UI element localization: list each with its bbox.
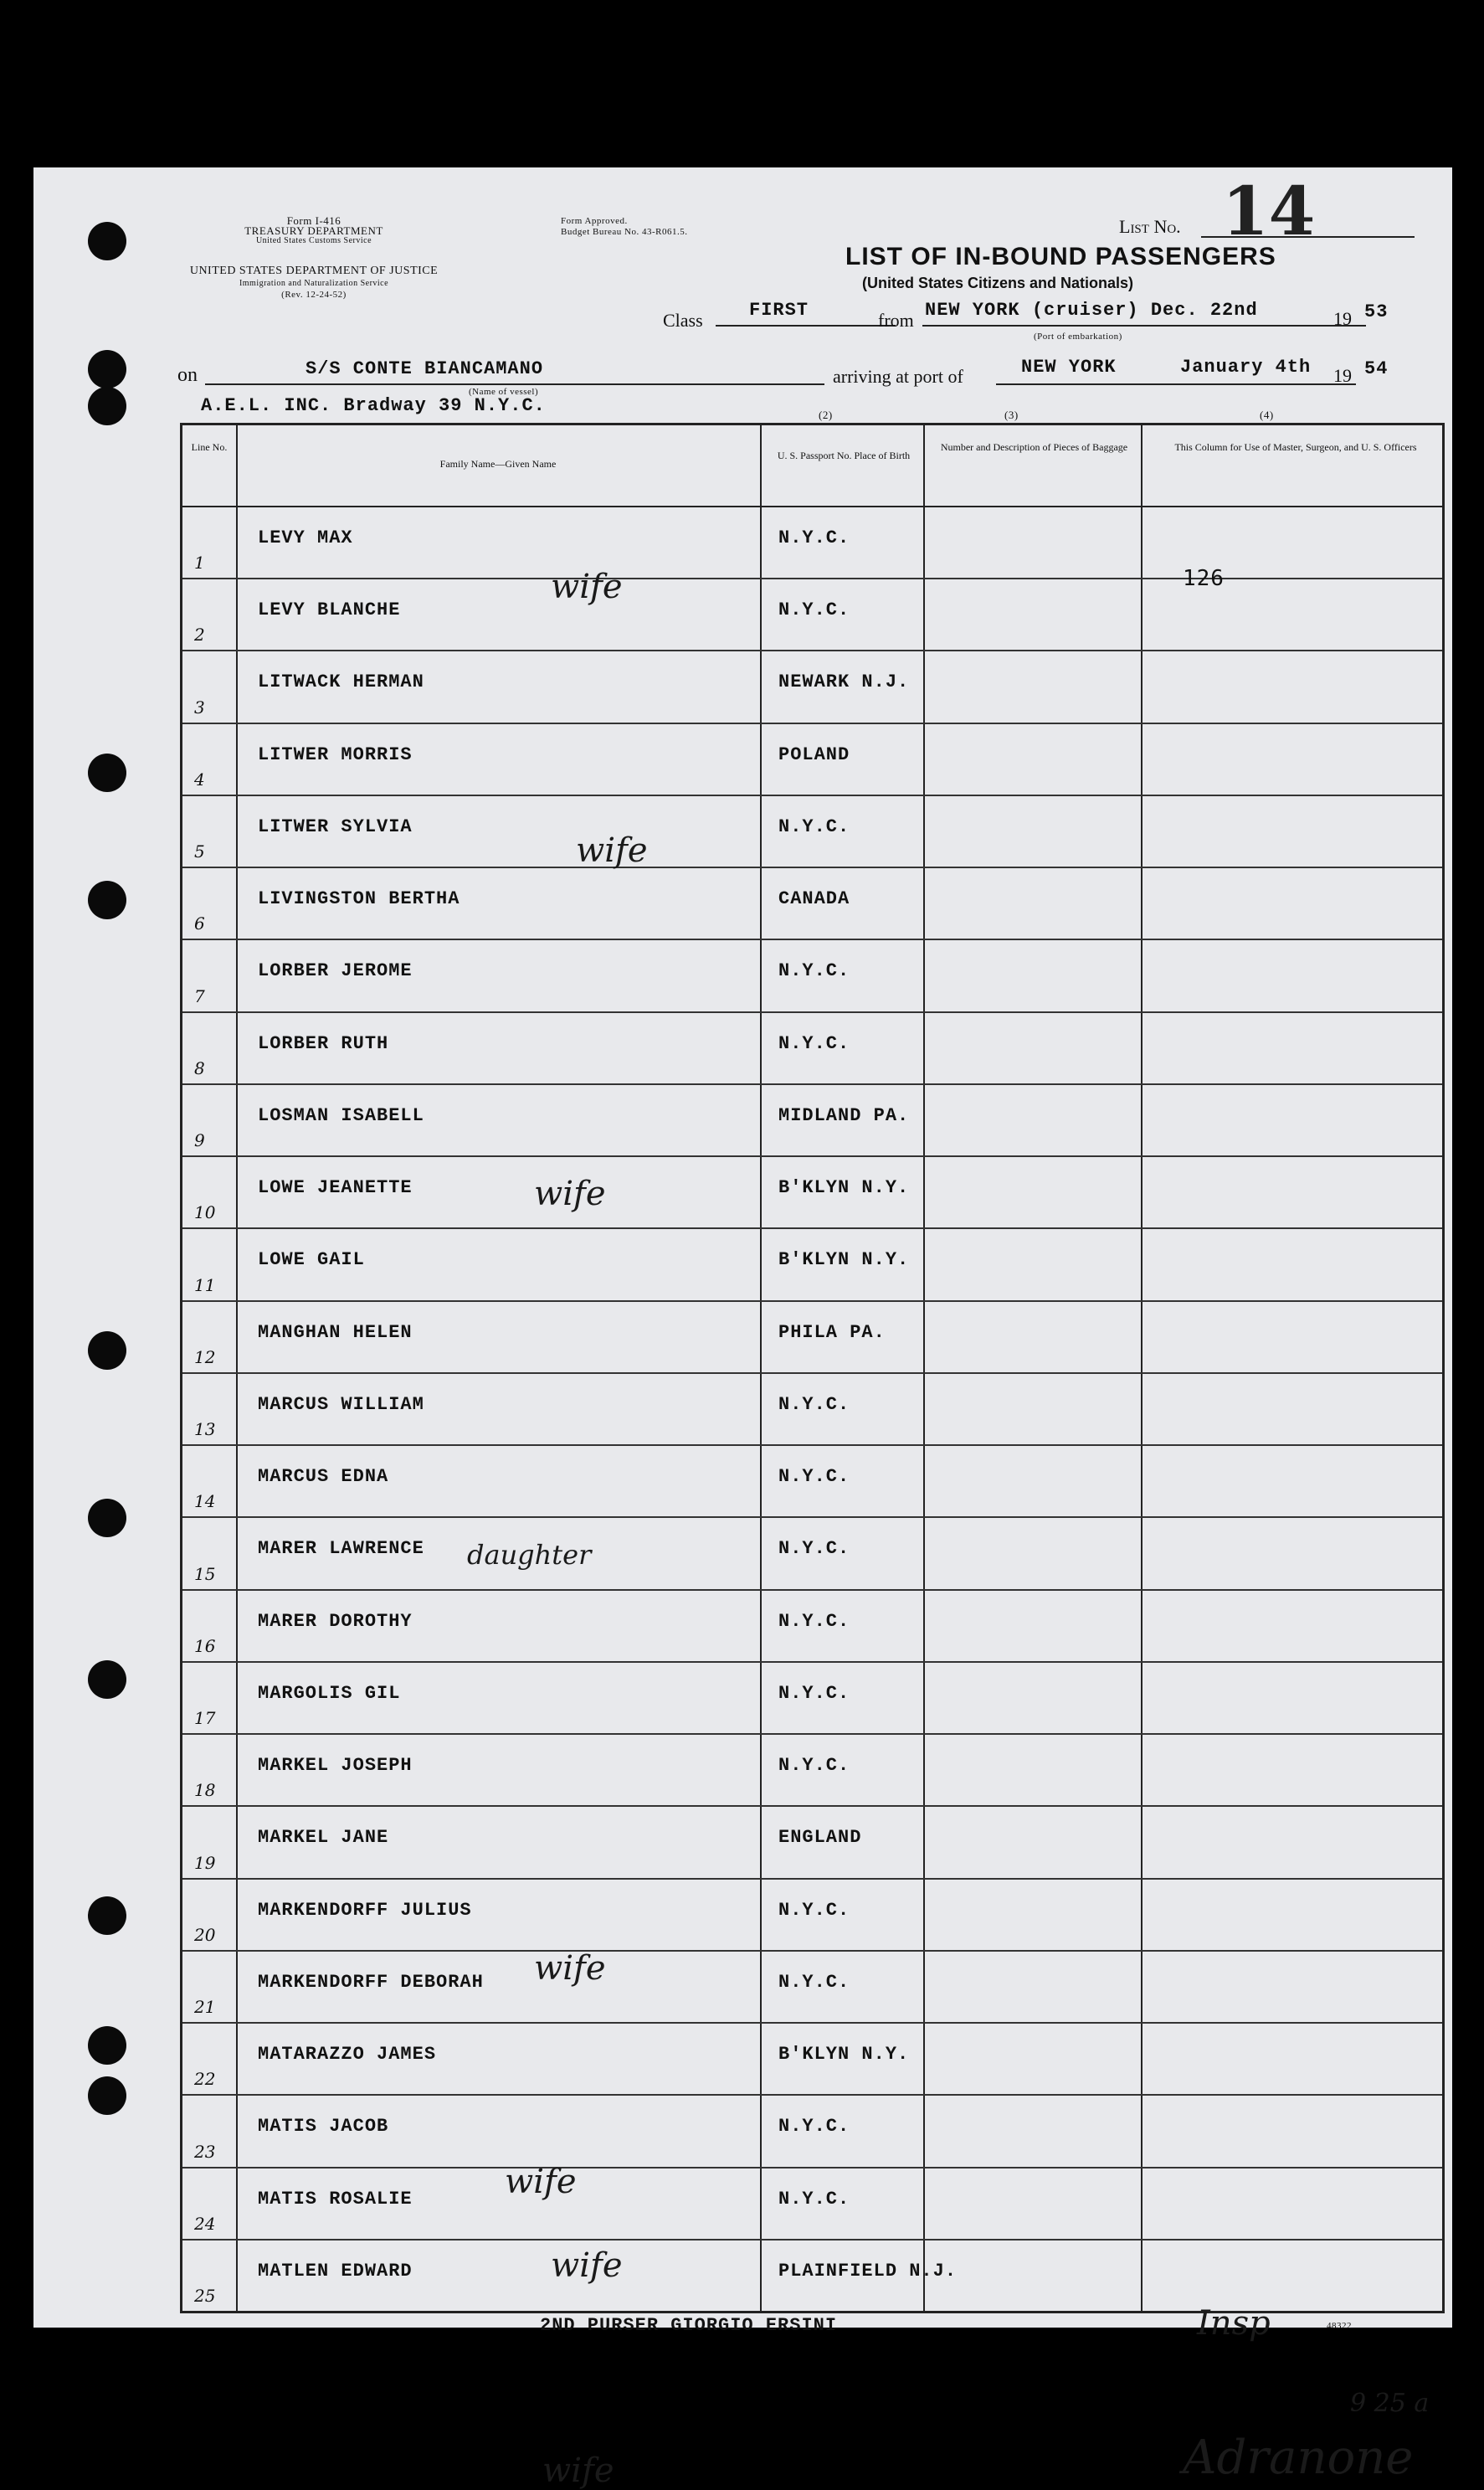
table-body <box>182 506 1442 2311</box>
passenger-name: MANGHAN HELEN <box>258 1321 413 1343</box>
handwriting-wife: wife <box>576 831 648 870</box>
table-row <box>182 1227 1442 1301</box>
document-sheet <box>33 167 1452 2490</box>
line-number: 11 <box>194 1274 216 1295</box>
line-number: 24 <box>194 2213 216 2234</box>
vessel-note: (Name of vessel) <box>469 387 539 397</box>
birth-place: N.Y.C. <box>778 1899 850 1921</box>
line-number: 14 <box>194 1491 216 1512</box>
passenger-name: LIVINGSTON BERTHA <box>258 888 460 910</box>
from-value: NEW YORK (cruiser) Dec. 22nd <box>925 300 1258 321</box>
passenger-name: MARKEL JOSEPH <box>258 1755 413 1777</box>
line-number: 19 <box>194 1852 216 1873</box>
passenger-name: LEVY MAX <box>258 527 353 548</box>
table-row <box>182 1661 1442 1735</box>
birth-place: B'KLYN N.Y. <box>778 2044 910 2066</box>
birth-place: ENGLAND <box>778 1827 862 1849</box>
handwriting-wife: wife <box>505 2163 577 2201</box>
table-row <box>182 1444 1442 1518</box>
birth-place: N.Y.C. <box>778 1755 850 1777</box>
table-row <box>182 723 1442 796</box>
table-row <box>182 2094 1442 2168</box>
table-row <box>182 506 1442 579</box>
line-number: 2 <box>194 625 205 646</box>
table-row <box>182 1950 1442 2024</box>
birth-place: N.Y.C. <box>778 1610 850 1632</box>
line-number: 8 <box>194 1057 205 1078</box>
ins-service: Immigration and Naturalization Service <box>239 279 389 288</box>
table-row <box>182 1011 1442 1085</box>
port-embark-note: (Port of embarkation) <box>1034 332 1122 342</box>
list-number: 14 <box>1222 172 1316 250</box>
table-row <box>182 2167 1442 2240</box>
arrival-date: January 4th <box>1180 357 1312 378</box>
table-row <box>182 939 1442 1012</box>
table-row <box>182 1516 1442 1590</box>
passenger-name: MARER DOROTHY <box>258 1610 413 1632</box>
table-row <box>182 578 1442 651</box>
table-row <box>182 1805 1442 1879</box>
line-number: 20 <box>194 1924 216 1945</box>
table-row <box>182 1733 1442 1807</box>
line-number: 6 <box>194 913 205 934</box>
budget-bureau: Budget Bureau No. 43-R061.5. <box>561 227 688 237</box>
birth-place: N.Y.C. <box>778 1032 850 1054</box>
year-prefix-2: 19 <box>1333 365 1352 386</box>
punch-hole <box>88 2026 126 2065</box>
line-number: 9 <box>194 1130 205 1151</box>
line-number: 1 <box>194 553 205 574</box>
year-suffix-2: 54 <box>1364 358 1389 379</box>
form-header-block <box>176 216 452 246</box>
passenger-name: LORBER JEROME <box>258 960 413 982</box>
passenger-name: MATLEN EDWARD <box>258 2260 413 2282</box>
line-number: 15 <box>194 1563 216 1584</box>
punch-hole <box>88 1896 126 1935</box>
line-number: 23 <box>194 2141 216 2162</box>
document-subtitle: (United States Citizens and Nationals) <box>862 275 1134 291</box>
form-number: Form I-416 <box>286 214 341 227</box>
birth-place: NEWARK N.J. <box>778 671 910 693</box>
birth-place: N.Y.C. <box>778 815 850 837</box>
form-approved: Form Approved. <box>561 216 628 226</box>
passenger-name: LOWE GAIL <box>258 1249 365 1271</box>
birth-place: N.Y.C. <box>778 2116 850 2138</box>
line-number: 5 <box>194 841 205 862</box>
birth-place: N.Y.C. <box>778 1538 850 1560</box>
birth-place: N.Y.C. <box>778 960 850 982</box>
birth-place: N.Y.C. <box>778 599 850 621</box>
year-prefix-1: 19 <box>1333 308 1352 329</box>
line-number: 25 <box>194 2285 216 2306</box>
birth-place: CANADA <box>778 888 850 910</box>
on-label: on <box>177 364 198 386</box>
passenger-name: LITWACK HERMAN <box>258 671 424 693</box>
line-number: 17 <box>194 1708 216 1729</box>
dept-name: TREASURY DEPARTMENT <box>244 224 383 237</box>
table-row <box>182 2022 1442 2096</box>
passenger-name: MATIS JACOB <box>258 2116 389 2138</box>
customs-service: United States Customs Service <box>255 236 372 245</box>
handwriting-wife: wife <box>551 2246 623 2285</box>
table-row <box>182 795 1442 868</box>
punch-hole <box>88 1499 126 1537</box>
line-number: 13 <box>194 1419 216 1440</box>
list-no-label: List No. <box>1119 216 1181 237</box>
purser-name: 2ND PURSER GIORGIO ERSINI <box>540 2315 838 2336</box>
table-row <box>182 1300 1442 1374</box>
col-num-2: (2) <box>819 409 833 421</box>
passenger-name: MARGOLIS GIL <box>258 1682 401 1704</box>
birth-place: PLAINFIELD N.J. <box>778 2260 958 2282</box>
insp-signature: Insp <box>1197 2304 1271 2343</box>
line-number: 16 <box>194 1635 216 1656</box>
table-row <box>182 2239 1442 2311</box>
time-mark: 9 25 a <box>1350 2389 1430 2418</box>
passenger-name: LOWE JEANETTE <box>258 1177 413 1199</box>
class-label: Class <box>663 310 703 331</box>
passenger-name: MATIS ROSALIE <box>258 2188 413 2210</box>
line-number: 3 <box>194 697 205 718</box>
handwriting-wife: wife <box>534 1175 606 1213</box>
birth-place: N.Y.C. <box>778 527 850 548</box>
birth-place: B'KLYN N.Y. <box>778 1249 910 1271</box>
line-number: 4 <box>194 769 205 790</box>
line-no-header: Line No. <box>191 441 228 453</box>
table-row <box>182 867 1442 940</box>
punch-hole <box>88 1331 126 1370</box>
passenger-name: MARKENDORFF DEBORAH <box>258 1971 484 1993</box>
passenger-name: LITWER SYLVIA <box>258 815 413 837</box>
line-number: 22 <box>194 2069 216 2090</box>
table-row <box>182 1589 1442 1663</box>
revision-date: (Rev. 12-24-52) <box>281 290 347 300</box>
punch-hole <box>88 222 126 260</box>
name-header: Family Name—Given Name <box>439 458 557 470</box>
passenger-name: MARKEL JANE <box>258 1827 389 1849</box>
inspector-signature: Adranone <box>1183 2431 1414 2485</box>
passenger-name: MARCUS EDNA <box>258 1466 389 1488</box>
line-number: 12 <box>194 1346 216 1367</box>
punch-hole <box>88 1660 126 1699</box>
passenger-name: MARCUS WILLIAM <box>258 1393 424 1415</box>
line-number: 10 <box>194 1202 216 1223</box>
table-row <box>182 1083 1442 1157</box>
passenger-name: MATARAZZO JAMES <box>258 2044 437 2066</box>
passport-header: U. S. Passport No. Place of Birth <box>777 450 911 461</box>
table-row <box>182 650 1442 723</box>
year-suffix-1: 53 <box>1364 301 1389 322</box>
line-number: 18 <box>194 1780 216 1801</box>
birth-place: N.Y.C. <box>778 2188 850 2210</box>
officer-count: 126 <box>1183 566 1225 591</box>
passenger-name: LORBER RUTH <box>258 1032 389 1054</box>
birth-place: PHILA PA. <box>778 1321 886 1343</box>
table-row <box>182 1878 1442 1952</box>
table-row <box>182 1155 1442 1229</box>
table-row <box>182 1372 1442 1446</box>
birth-place: N.Y.C. <box>778 1466 850 1488</box>
justice-dept: UNITED STATES DEPARTMENT OF JUSTICE <box>189 265 439 277</box>
arriving-label: arriving at port of <box>833 366 963 387</box>
punch-hole <box>88 350 126 388</box>
officers-header: This Column for Use of Master, Surgeon, and U. S. Officers <box>1174 441 1417 453</box>
birth-place: N.Y.C. <box>778 1682 850 1704</box>
punch-hole <box>88 754 126 792</box>
passenger-name: MARER LAWRENCE <box>258 1538 424 1560</box>
passenger-name: MARKENDORFF JULIUS <box>258 1899 472 1921</box>
passenger-name: LEVY BLANCHE <box>258 599 401 621</box>
handwriting-wife: wife <box>534 1949 606 1988</box>
line-number: 21 <box>194 1997 216 2018</box>
class-value: FIRST <box>749 300 809 321</box>
vessel-name: S/S CONTE BIANCAMANO <box>306 358 544 379</box>
arrival-port: NEW YORK <box>1021 357 1117 378</box>
punch-hole <box>88 881 126 919</box>
handwriting-wife: wife <box>551 568 623 606</box>
baggage-header: Number and Description of Pieces of Baggage <box>940 441 1128 453</box>
agent-line: A.E.L. INC. Bradway 39 N.Y.C. <box>201 395 546 416</box>
col-num-3: (3) <box>1004 409 1019 421</box>
birth-place: MIDLAND PA. <box>778 1104 910 1126</box>
line-number: 7 <box>194 985 205 1006</box>
punch-hole <box>88 387 126 425</box>
birth-place: N.Y.C. <box>778 1393 850 1415</box>
print-code: 48322 <box>1327 2321 1352 2331</box>
birth-place: POLAND <box>778 743 850 765</box>
document-title: LIST OF IN-BOUND PASSENGERS <box>845 243 1276 270</box>
handwriting-wife: wife <box>542 2451 614 2490</box>
birth-place: B'KLYN N.Y. <box>778 1177 910 1199</box>
passenger-name: LITWER MORRIS <box>258 743 413 765</box>
from-label: from <box>878 310 914 331</box>
punch-hole <box>88 2076 126 2115</box>
birth-place: N.Y.C. <box>778 1971 850 1993</box>
handwriting-daughter: daughter <box>467 1539 592 1571</box>
table-header <box>182 425 1442 507</box>
passenger-name: LOSMAN ISABELL <box>258 1104 424 1126</box>
col-num-4: (4) <box>1260 409 1274 421</box>
